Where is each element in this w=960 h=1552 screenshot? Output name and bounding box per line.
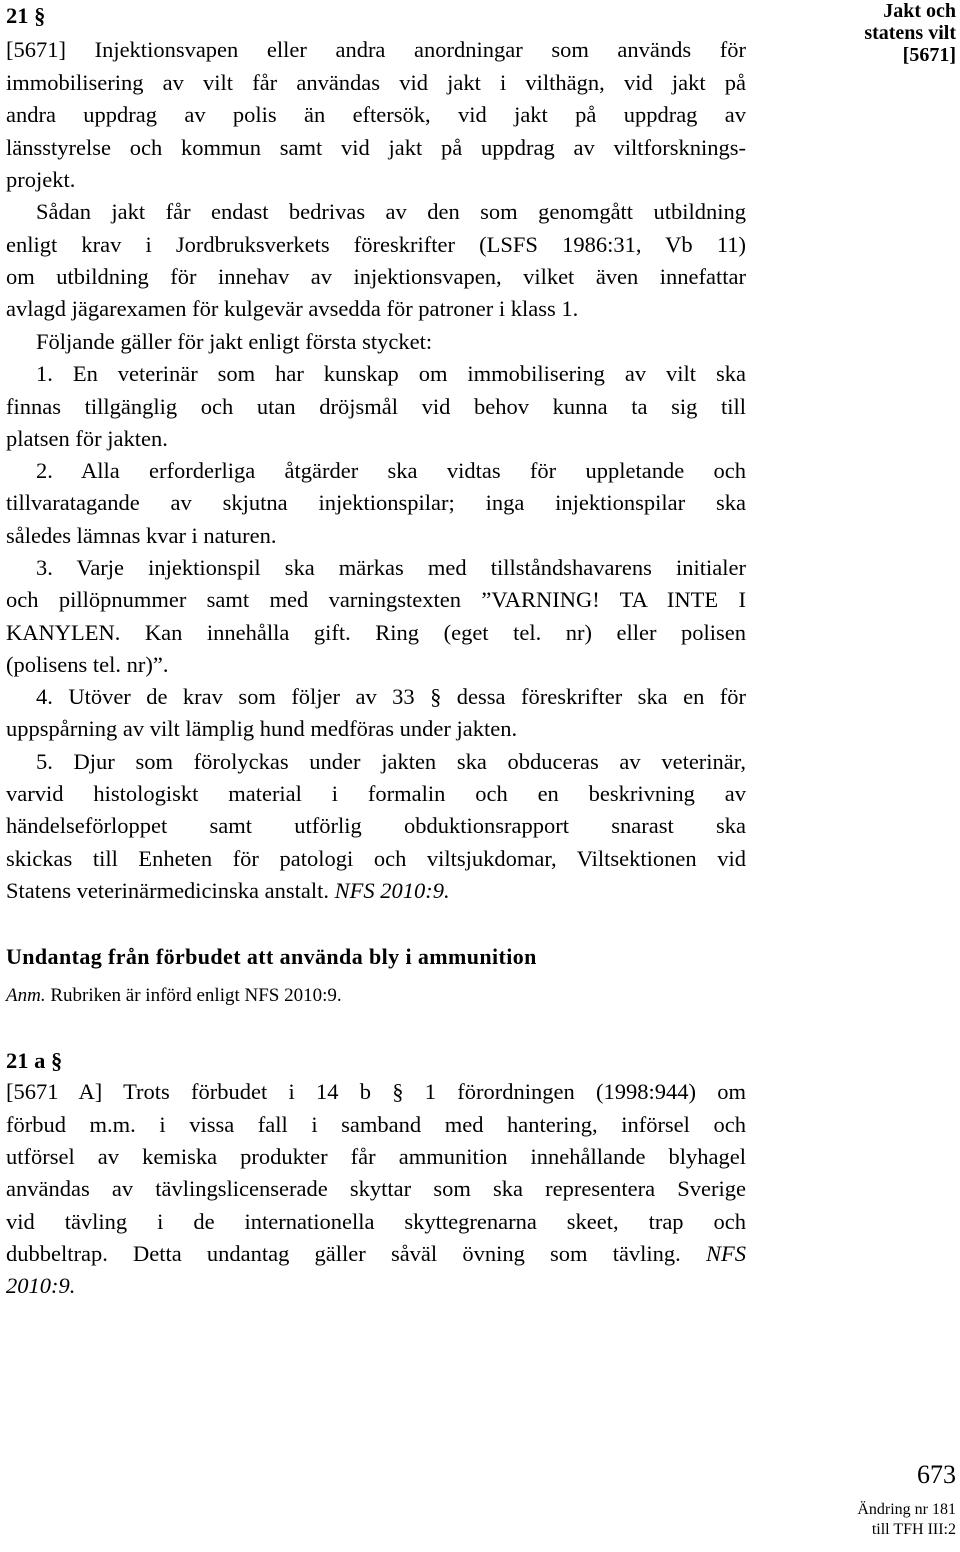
section-21-line: länsstyrelse och kommun samt vid jakt på uppdrag av viltforsknings- [6,135,746,160]
margin-label-ref: [5671] [902,44,956,66]
list-item-3-line: KANYLEN. Kan innehålla gift. Ring (eget tel. nr) eller polisen [6,620,746,645]
list-item-2-line: tillvaratagande av skjutna injektionspilar; inga injektionspilar ska [6,490,746,515]
para2-line: om utbildning för innehav av injektionsvapen, vilket även innefattar [6,264,746,289]
list-item-4-line: 4. Utöver de krav som följer av 33 § dessa föreskrifter ska en för [36,684,746,709]
page-number: 673 [917,1460,956,1489]
section-21a-line: användas av tävlingslicenserade skyttar som ska representera Sverige [6,1176,746,1201]
section-21a-line: vid tävling i de internationella skyttegrenarna skeet, trap och [6,1209,746,1234]
list-item-1-line: 1. En veterinär som har kunskap om immobilisering av vilt ska [36,361,746,386]
section-heading: Undantag från förbudet att använda bly i ammunition [6,944,537,969]
list-item-2-line: således lämnas kvar i naturen. [6,523,277,548]
margin-label-line1: Jakt och [883,0,956,22]
list-item-5-line: skickas till Enheten för patologi och viltsjukdomar, Viltsektionen vid [6,846,746,871]
margin-section-label [864,0,956,66]
para2-line: avlagd jägarexamen för kulgevär avsedda för patroner i klass 1. [6,296,579,321]
list-item-5-text: Statens veterinärmedicinska anstalt. [6,878,330,903]
para2-line: Sådan jakt får endast bedrivas av den som genomgått utbildning [36,199,746,224]
section-21-heading: 21 § [6,3,46,28]
section-21-line: immobilisering av vilt får användas vid jakt i vilthägn, vid jakt på [6,70,746,95]
list-item-3-line: 3. Varje injektionspil ska märkas med tillståndshavarens initialer [36,555,746,580]
footer-line1: Ändring nr 181 [857,1501,956,1518]
amendment-reference: NFS [705,1241,746,1266]
list-item-5-line: 5. Djur som förolyckas under jakten ska obduceras av veterinär, [36,749,746,774]
list-item-5-line: varvid histologiskt material i formalin och en beskrivning av [6,781,746,806]
para2-line: enligt krav i Jordbruksverkets föreskrifter (LSFS 1986:31, Vb 11) [6,232,746,257]
section-21a-line-text: dubbeltrap. Detta undantag gäller såväl övning som tävling. [6,1241,681,1266]
list-item-3-line: och pillöpnummer samt med varningstexten ”VARNING! TA INTE I [6,587,746,612]
section-21-line: projekt. [6,167,76,192]
para3: Följande gäller för jakt enligt första stycket: [36,329,433,354]
list-item-4-line: uppspårning av vilt lämplig hund medföras under jakten. [6,716,518,741]
section-21a-heading: 21 a § [6,1048,63,1073]
section-21a-line-with-ref [6,1238,746,1270]
amendment-reference: NFS 2010:9. [334,878,450,903]
margin-label-line2: statens vilt [864,22,956,44]
section-21-line: andra uppdrag av polis än eftersök, vid jakt på uppdrag av [6,102,746,127]
section-21a-line: utförsel av kemiska produkter får ammunition innehållande blyhagel [6,1144,746,1169]
heading-note [6,980,746,1012]
footer-line2: till TFH III:2 [871,1521,956,1538]
list-item-1-line: platsen för jakten. [6,426,168,451]
list-item-1-line: finnas tillgänglig och utan dröjsmål vid behov kunna ta sig till [6,394,746,419]
footer-amendment [857,1500,956,1540]
amendment-reference-tail: 2010:9. [6,1273,76,1298]
section-21-line: [5671] Injektionsvapen eller andra anordningar som används för [6,37,746,62]
note-prefix: Anm. [6,985,46,1006]
note-text: Rubriken är införd enligt NFS 2010:9. [45,985,342,1006]
list-item-2-line: 2. Alla erforderliga åtgärder ska vidtas för uppletande och [36,458,746,483]
section-21a-line: förbud m.m. i vissa fall i samband med hantering, införsel och [6,1112,746,1137]
list-item-5-line: händelseförloppet samt utförlig obduktionsrapport snarast ska [6,813,746,838]
list-item-3-line: (polisens tel. nr)”. [6,652,169,677]
section-21a-line: [5671 A] Trots förbudet i 14 b § 1 förordningen (1998:944) om [6,1079,746,1104]
list-item-5-last-line [6,875,746,907]
